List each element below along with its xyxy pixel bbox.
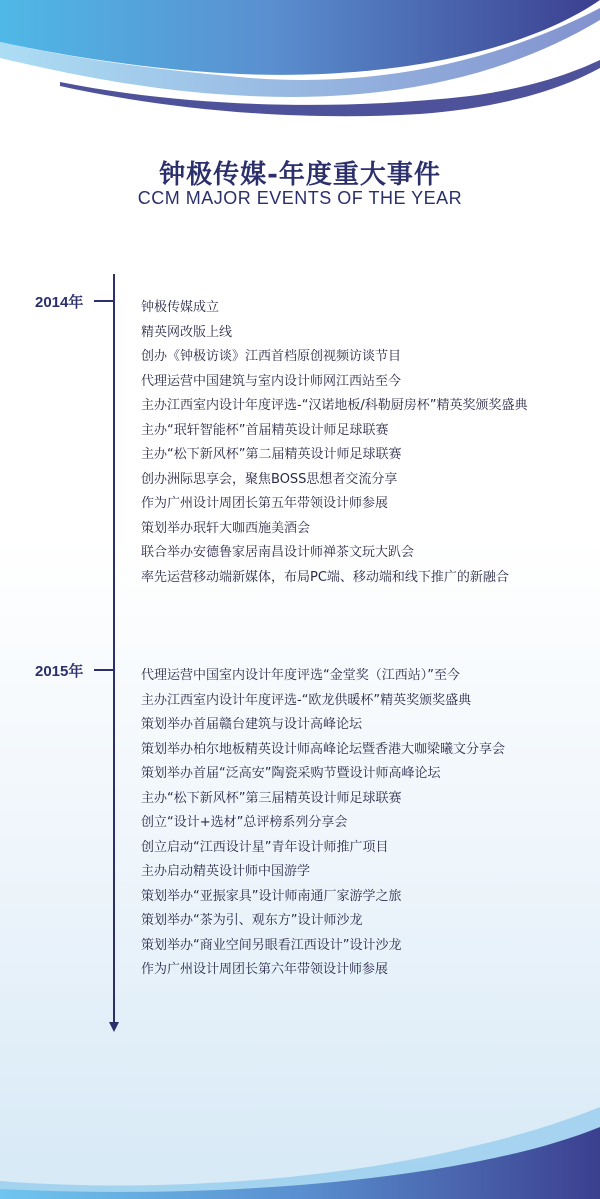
list-item: 主办“松下新风杯”第三届精英设计师足球联赛 <box>141 790 402 806</box>
list-item: 作为广州设计周团长第六年带领设计师参展 <box>141 962 389 977</box>
year-marker-2015 <box>94 669 113 671</box>
list-item: 主办江西室内设计年度评选-“汉诺地板/科勒厨房杯”精英奖颁奖盛典 <box>141 398 528 413</box>
list-item: 策划举办“商业空间另眼看江西设计”设计沙龙 <box>141 937 402 953</box>
event-list-2015 <box>141 664 505 983</box>
list-item: 策划举办“亚振家具”设计师南通厂家游学之旅 <box>141 888 402 904</box>
list-item: 主办启动精英设计师中国游学 <box>141 864 311 879</box>
list-item: 策划举办珉轩大咖西施美酒会 <box>141 520 311 536</box>
list-item: 主办“松下新风杯”第二届精英设计师足球联赛 <box>141 447 402 462</box>
year-marker-2014 <box>94 300 113 302</box>
page-subtitle: CCM MAJOR EVENTS OF THE YEAR <box>137 188 463 208</box>
page-title: 钟极传媒-年度重大事件 <box>159 160 441 190</box>
list-item: 策划举办首届“泛高安”陶瓷采购节暨设计师高峰论坛 <box>141 766 441 781</box>
bottom-wave-decoration <box>0 1089 600 1199</box>
list-item: 主办“珉轩智能杯”首届精英设计师足球联赛 <box>141 422 389 438</box>
list-item: 作为广州设计周团长第五年带领设计师参展 <box>141 496 389 511</box>
list-item: 策划举办首届赣台建筑与设计高峰论坛 <box>141 717 363 732</box>
list-item: 策划举办柏尔地板精英设计师高峰论坛暨香港大咖梁曦文分享会 <box>141 741 506 757</box>
list-item: 创办洲际思享会，聚焦BOSS思想者交流分享 <box>141 471 398 487</box>
list-item: 率先运营移动端新媒体，布局PC端、移动端和线下推广的新融合 <box>141 569 509 585</box>
year-label-2015: 2015年 <box>35 663 84 680</box>
event-list-2014 <box>141 296 528 590</box>
list-item: 创办《钟极访谈》江西首档原创视频访谈节目 <box>141 349 402 364</box>
top-wave-decoration <box>0 0 600 125</box>
timeline-arrow-icon <box>109 1022 119 1032</box>
list-item: 联合举办安德鲁家居南昌设计师禅茶文玩大趴会 <box>141 545 415 560</box>
list-item: 策划举办“茶为引、观东方”设计师沙龙 <box>141 913 363 928</box>
list-item: 代理运营中国室内设计年度评选“金堂奖（江西站）”至今 <box>141 668 460 683</box>
list-item: 创立“设计+选材”总评榜系列分享会 <box>141 815 348 830</box>
timeline-line <box>113 274 115 1024</box>
list-item: 钟极传媒成立 <box>141 300 220 315</box>
list-item: 代理运营中国建筑与室内设计师网江西站至今 <box>141 373 402 389</box>
list-item: 创立启动“江西设计星”青年设计师推广项目 <box>141 839 389 855</box>
list-item: 精英网改版上线 <box>141 324 233 340</box>
list-item: 主办江西室内设计年度评选-“欧龙供暖杯”精英奖颁奖盛典 <box>141 692 472 708</box>
year-label-2014: 2014年 <box>35 294 84 311</box>
